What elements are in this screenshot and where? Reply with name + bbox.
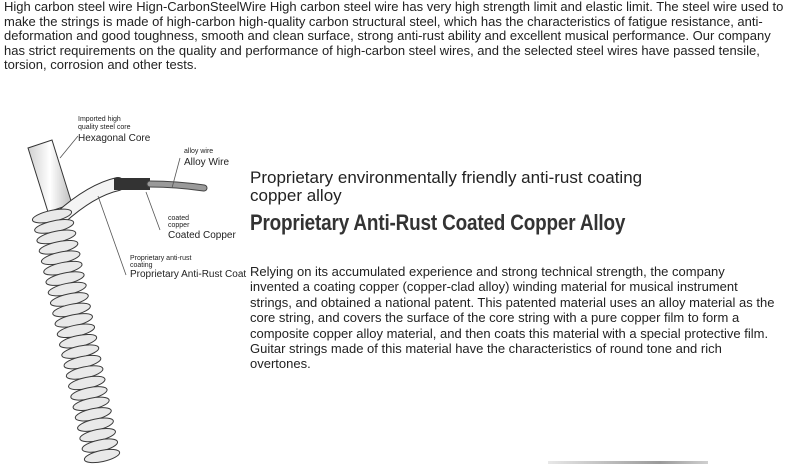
copper-label-small: coated (168, 215, 190, 222)
alloy-label: Alloy Wire (184, 157, 230, 168)
alloy-label-small: alloy wire (184, 148, 214, 155)
intro-paragraph: High carbon steel wire Hign-CarbonSteelWire High carbon steel wire has very high strength limit and elastic limit. The steel wire used to make the strings is made of high-carbon high-quality carbon structural steel, which has the characteristics of fatigue resistance, anti-deformation and good toughness, smooth and clean surface, strong anti-rust ability and excellent musical performance. Our company has strict requirements on the quality and performance of high-carbon steel wires, and the selected steel wires have passed tensile, torsion, corrosion and other tests. (4, 0, 784, 73)
core-label-small-2: quality steel core (78, 124, 131, 131)
leader-copper (146, 192, 160, 230)
coat-label-small: Proprietary anti-rust (130, 255, 192, 262)
section-subtitle: Proprietary environmentally friendly anti-rust coating copper alloy (250, 168, 643, 205)
coat-label: Proprietary Anti-Rust Coat (130, 269, 247, 280)
string-construction-diagram (0, 100, 247, 466)
leader-core (60, 136, 78, 158)
winding-coils (31, 206, 120, 465)
copper-label: Coated Copper (168, 230, 236, 241)
leader-coat (98, 196, 126, 275)
core-label-small: Imported high (78, 116, 121, 123)
coat-label-small-2: coating (130, 262, 153, 269)
core-label: Hexagonal Core (78, 133, 151, 144)
section-body: Relying on its accumulated experience and strong technical strength, the company invented a coating copper (copper-clad alloy) winding material for musical instrument strings, and obtained a national patent. This patented material uses an alloy material as the core string, and covers the surface of the core string with a pure copper film to form a composite copper alloy material, and then coats this material with a special protective film. Guitar strings made of this material have the characteristics of round tone and rich overtones. (250, 264, 775, 372)
section-heading: Proprietary Anti-Rust Coated Copper Alloy (250, 210, 626, 235)
bottom-divider (548, 461, 708, 464)
copper-label-small-2: copper (168, 222, 190, 229)
